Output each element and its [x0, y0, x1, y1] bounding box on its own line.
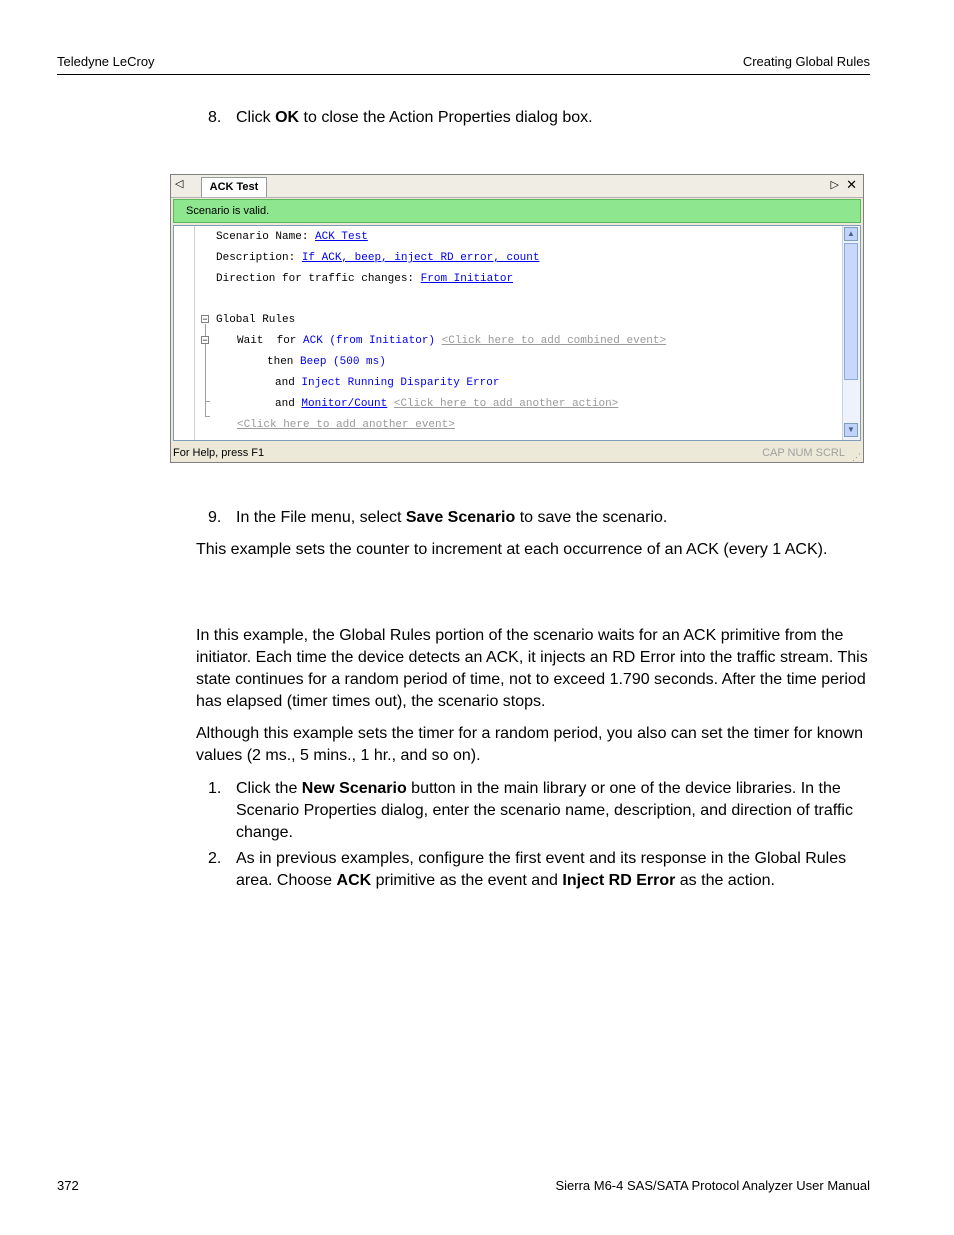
wait-label: Wait for — [237, 335, 304, 347]
scenario-window-screenshot — [170, 174, 864, 463]
collapse-wait-icon[interactable]: − — [202, 335, 208, 345]
header-rule — [57, 74, 870, 75]
scroll-down-icon[interactable]: ▼ — [844, 423, 858, 437]
step-text-post: to close the Action Properties dialog box. — [299, 109, 593, 126]
scenario-editor — [173, 225, 861, 441]
vertical-scrollbar[interactable] — [842, 226, 860, 440]
scenario-name-label: Scenario Name: — [216, 231, 316, 243]
tab-scroll-left-icon[interactable]: ◁ — [175, 178, 184, 190]
step-text-pre: Click — [236, 109, 276, 126]
and-label: and — [275, 377, 302, 389]
status-bar — [171, 444, 863, 462]
step-text — [236, 107, 870, 129]
add-action-link[interactable]: <Click here to add another action> — [393, 398, 619, 410]
close-icon[interactable]: ✕ — [846, 177, 857, 192]
paragraph-timer: Although this example sets the timer for a random period, you also can set the timer for known values (2 ms., 5 mins., 1 hr., and so on). — [196, 725, 863, 764]
tab-ack-test[interactable]: ACK Test — [201, 177, 267, 197]
step-text-pre: As in previous examples, configure the first event and its response in the Global Rules area. Choose — [236, 850, 847, 889]
step-text-bold: New Scenario — [301, 780, 407, 797]
inject-line — [275, 376, 499, 390]
header-right: Creating Global Rules — [742, 54, 870, 69]
paragraph-counter: This example sets the counter to increment at each occurrence of an ACK (every 1 ACK). — [196, 541, 828, 558]
step-number: 2. — [208, 850, 222, 867]
status-indicators: CAP NUM SCRL — [762, 447, 845, 459]
step-text-post: as the action. — [675, 872, 775, 889]
validation-banner: Scenario is valid. — [173, 199, 861, 223]
step-text — [236, 848, 870, 892]
scenario-name-link[interactable]: ACK Test — [315, 231, 368, 243]
step-text-pre: Click the — [236, 780, 302, 797]
scenario-name-line — [216, 230, 368, 244]
scroll-up-icon[interactable]: ▲ — [844, 227, 858, 241]
tab-scroll-right-icon[interactable]: ▷ — [830, 179, 839, 191]
editor-gutter — [174, 226, 195, 440]
global-rules-heading: Global Rules — [216, 314, 296, 326]
and-label: and — [275, 398, 302, 410]
direction-line — [216, 272, 513, 286]
step-number: 9. — [208, 509, 222, 526]
monitor-line — [275, 397, 618, 411]
step-text-post: button in the main library or one of the device libraries. In the Scenario Properties dialog, enter the scenario name, description, and direction of traffic change. — [236, 780, 853, 841]
wait-line — [237, 334, 666, 348]
tree-line — [205, 346, 206, 401]
wait-event-link[interactable]: ACK (from Initiator) — [303, 335, 436, 347]
step-text-post: to save the scenario. — [515, 509, 668, 526]
step-text-bold: Inject RD Error — [562, 872, 676, 889]
step-number: 8. — [208, 109, 222, 126]
scroll-thumb[interactable] — [844, 243, 858, 380]
page-number: 372 — [57, 1178, 79, 1193]
paragraph-example: In this example, the Global Rules portion of the scenario waits for an ACK primitive from the initiator. Each time the device detects an ACK, it injects an RD Error into the traffic stream. This state continues for a random period of time, not to exceed 1.790 seconds. After the time period has elapsed (timer times out), the scenario stops. — [196, 627, 868, 710]
step-text — [236, 507, 870, 529]
tab-bar — [171, 175, 863, 198]
step-text-bold: ACK — [336, 872, 372, 889]
header-left: Teledyne LeCroy — [57, 54, 155, 69]
status-help-text: For Help, press F1 — [173, 447, 265, 459]
add-event-link[interactable]: <Click here to add another event> — [237, 419, 455, 431]
tree-branch — [205, 416, 210, 417]
monitor-count-link[interactable]: Monitor/Count — [301, 398, 388, 410]
step-text — [236, 778, 870, 844]
step-text-bold: Save Scenario — [405, 509, 516, 526]
beep-action-link[interactable]: Beep (500 ms) — [300, 356, 386, 368]
step-text-pre: In the File menu, select — [236, 509, 406, 526]
collapse-global-rules-icon[interactable]: − — [202, 314, 208, 324]
description-label: Description: — [216, 252, 302, 264]
resize-grip-icon[interactable]: ⋰ — [852, 452, 861, 462]
tree-branch — [205, 401, 210, 402]
then-label: then — [267, 356, 301, 368]
then-line — [267, 355, 386, 369]
direction-label: Direction for traffic changes: — [216, 273, 421, 285]
description-line — [216, 251, 539, 265]
add-event-line — [237, 418, 455, 432]
direction-link[interactable]: From Initiator — [420, 273, 514, 285]
step-text-mid: primitive as the event and — [371, 872, 563, 889]
footer-title: Sierra M6-4 SAS/SATA Protocol Analyzer User Manual — [555, 1178, 870, 1193]
description-link[interactable]: If ACK, beep, inject RD error, count — [301, 252, 540, 264]
add-combined-event-link[interactable]: <Click here to add combined event> — [441, 335, 667, 347]
step-number: 1. — [208, 780, 222, 797]
inject-action-link[interactable]: Inject Running Disparity Error — [301, 377, 500, 389]
step-text-bold: OK — [275, 109, 300, 126]
